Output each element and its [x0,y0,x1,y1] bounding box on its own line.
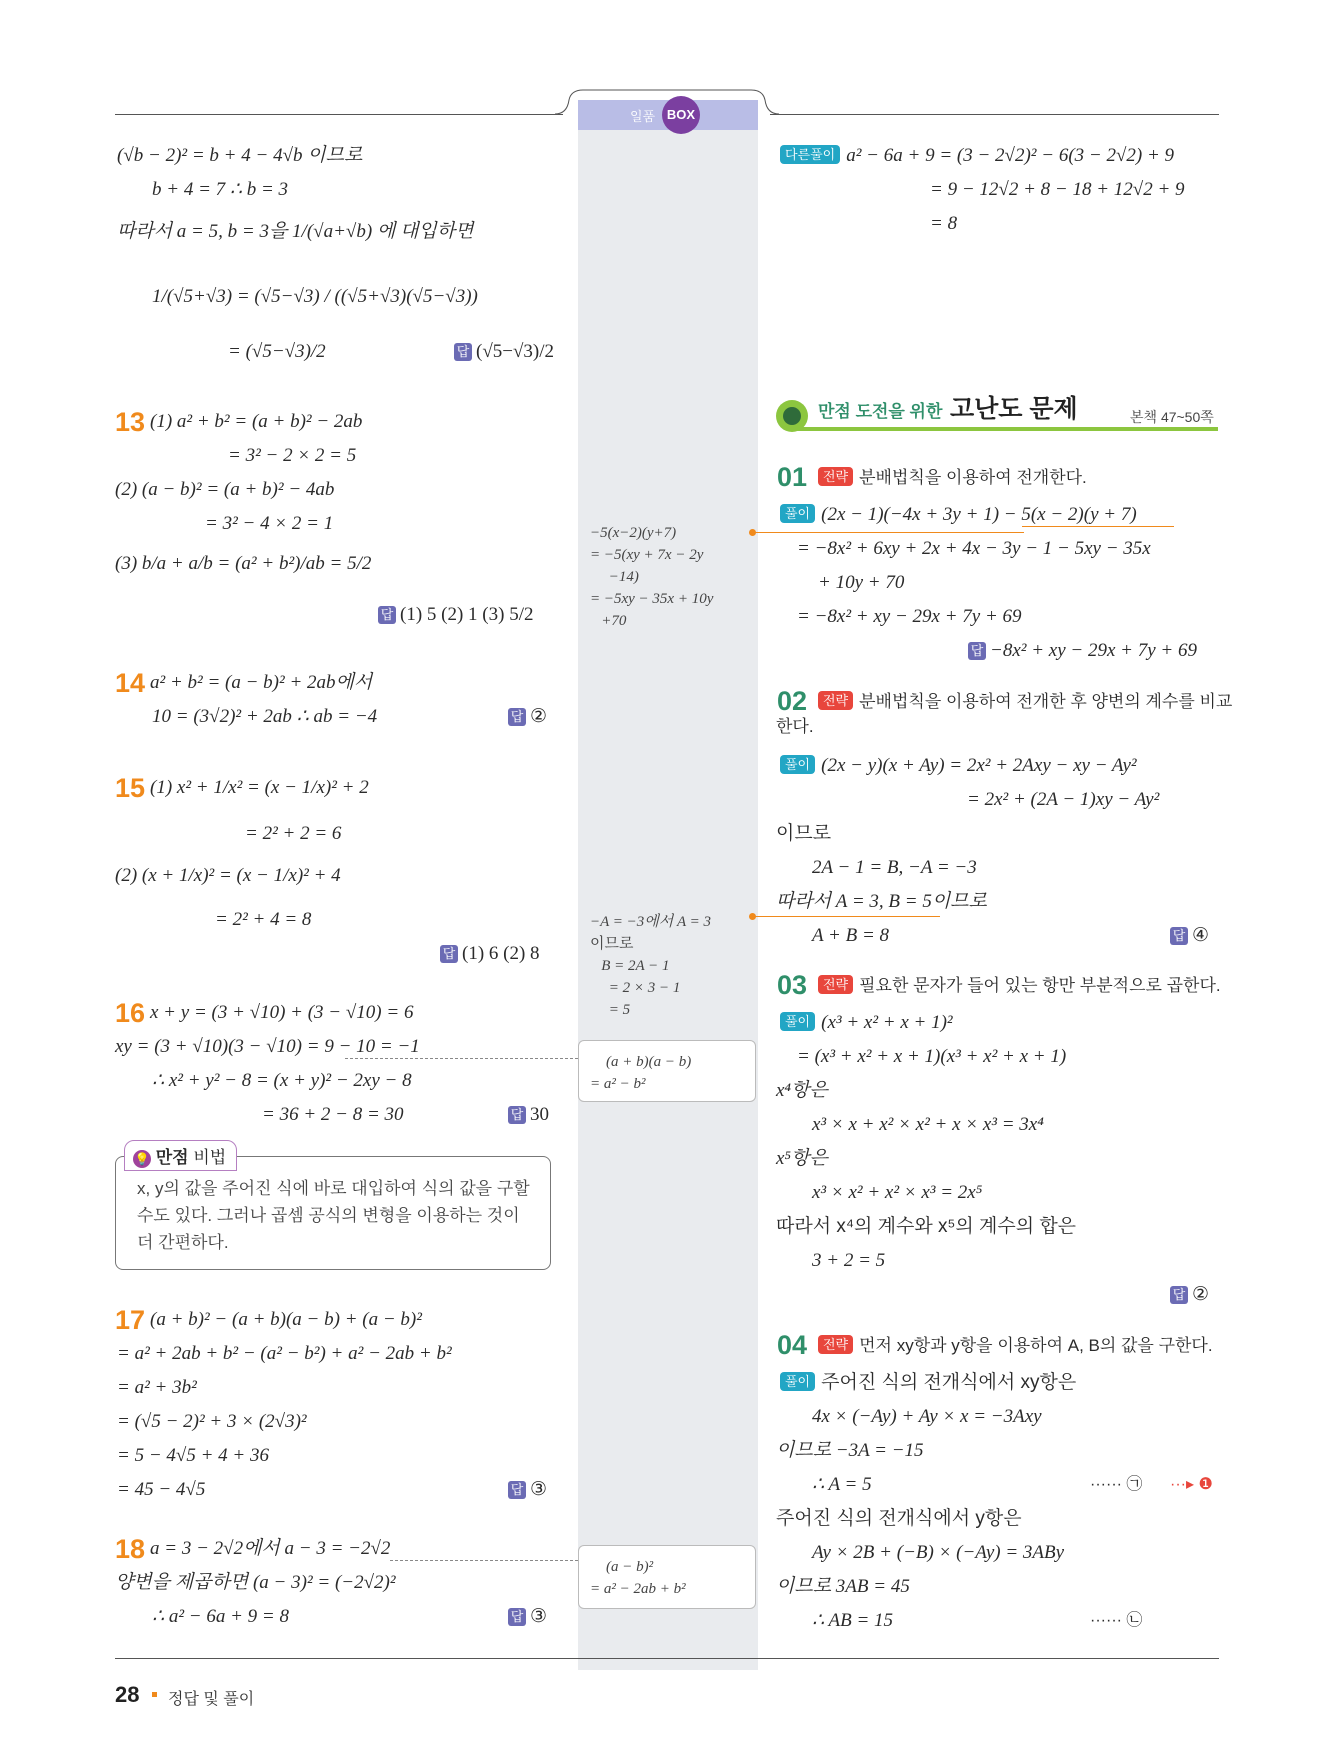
formula-box-2-line-2: = a² − 2ab + b² [590,1581,686,1597]
p17-answer-text: ③ [530,1479,548,1500]
middle-note-1-line-4: = −5xy − 35x + 10y [590,591,714,607]
p16-line-1: x + y = (3 + √10) + (3 − √10) = 6 [150,1002,414,1023]
problem-14-number: 14 [115,668,146,698]
section-title-big: 고난도 문제 [950,395,1078,423]
p16-answer-text: 30 [530,1104,549,1125]
q02-strategy-2: 한다. [776,717,814,736]
alt-line-3: = 8 [930,213,958,234]
p13-line-3: (2) (a − b)² = (a + b)² − 4ab [115,479,335,500]
q02-strategy-text-1: 분배법칙을 이용하여 전개한 후 양변의 계수를 비교 [859,692,1233,711]
connector-18 [390,1560,578,1561]
p15-answer [440,942,540,966]
p13-line-2: = 3² − 2 × 2 = 5 [228,445,357,466]
problem-17-number: 17 [115,1305,146,1335]
intro-line-1: (√b − 2)² = b + 4 − 4√b 이므로 [117,145,363,166]
page-number: 28 [115,1682,140,1707]
q01-line-4: = −8x² + xy − 29x + 7y + 69 [797,606,1022,627]
q03-solution-tag: 풀이 [780,1012,815,1031]
alt-line-1 [780,144,1174,168]
q01-strategy-text: 분배법칙을 이용하여 전개한다. [859,468,1087,487]
q03-strategy-tag: 전략 [818,975,853,994]
q04-mark-1: ······ ㉠ [1090,1476,1143,1493]
footer-rule [115,1658,1219,1659]
p15-line-3: (2) (x + 1/x)² = (x − 1/x)² + 4 [115,865,341,886]
q04-number: 04 [777,1330,808,1360]
tip-title [124,1140,237,1171]
p16-answer [508,1103,549,1127]
problem-18-number: 18 [115,1534,146,1564]
q04-strategy-text: 먼저 xy항과 y항을 이용하여 A, B의 값을 구한다. [859,1336,1213,1355]
box-badge [662,96,700,134]
p18-line-2: 양변을 제곱하면 (a − 3)² = (−2√2)² [115,1572,396,1593]
top-rule-left [115,114,563,115]
intro-answer [454,340,554,364]
section-header-circle-icon [776,400,808,432]
middle-note-1-line-1: −5(x−2)(y+7) [590,525,677,541]
middle-note-1-line-3: −14) [590,569,639,585]
tip-title-2: 비법 [193,1148,227,1167]
connector-16 [345,1058,578,1059]
q03-number: 03 [777,970,808,1000]
q03-line-3: x⁴항은 [776,1080,828,1101]
q02-line-1 [780,754,1137,778]
q04-line-5: 주어진 식의 전개식에서 y항은 [776,1508,1022,1529]
q01-strategy-tag: 전략 [818,467,853,486]
q03-strategy-text: 필요한 문자가 들어 있는 항만 부분적으로 곱한다. [859,976,1221,995]
q03-line-1 [780,1011,953,1035]
p13-line-5: (3) b/a + a/b = (a² + b²)/ab = 5/2 [115,553,372,574]
q01-pointer [752,532,1024,533]
middle-note-2-line-1: −A = −3에서 A = 3 [590,914,712,930]
p17-line-3: = a² + 3b² [117,1377,197,1398]
alt-tag: 다른풀이 [780,145,840,164]
q04-mark-2: ······ ㉡ [1090,1612,1143,1629]
intro-line-2: b + 4 = 7 ∴ b = 3 [152,179,289,200]
formula-box-2 [578,1545,756,1609]
q04-line-3: 이므로 −3A = −15 [776,1440,924,1461]
p15-answer-text: (1) 6 (2) 8 [462,943,540,964]
p13-line-4: = 3² − 4 × 2 = 1 [205,513,334,534]
q04-line-1 [780,1371,1076,1395]
q03-answer [1170,1283,1209,1307]
tip-text-2: 수도 있다. 그러나 곱셈 공식의 변형을 이용하는 것이 [137,1206,520,1225]
p13-line-1: (1) a² + b² = (a + b)² − 2ab [150,411,363,432]
p14-answer [508,705,547,729]
q04-line-4: ∴ A = 5 [812,1474,872,1495]
p18-line-3: ∴ a² − 6a + 9 = 8 [152,1606,289,1627]
q02-line-5: 따라서 A = 3, B = 5이므로 [776,891,987,912]
q04-line-7: 이므로 3AB = 45 [776,1576,910,1597]
q01-line-1-text: (2x − 1)(−4x + 3y + 1) − 5(x − 2)(y + 7) [821,504,1137,525]
tip-title-1: 만점 [155,1148,189,1167]
q03-line-5: x⁵항은 [776,1148,828,1169]
q01-line-1 [780,503,1137,527]
p14-line-2: 10 = (3√2)² + 2ab ∴ ab = −4 [152,706,378,727]
problem-16-number: 16 [115,998,146,1028]
alt-line-1-text: a² − 6a + 9 = (3 − 2√2)² − 6(3 − 2√2) + 9 [846,145,1175,166]
q04-mark-1b: ···▸ ❶ [1170,1476,1213,1493]
q02-line-2: = 2x² + (2A − 1)xy − Ay² [967,789,1160,810]
q02-strategy-tag: 전략 [818,691,853,710]
q02-line-3: 이므로 [776,823,832,844]
p16-line-2: xy = (3 + √10)(3 − √10) = 9 − 10 = −1 [115,1036,420,1057]
p17-line-4: = (√5 − 2)² + 3 × (2√3)² [117,1411,307,1432]
p15-line-2: = 2² + 2 = 6 [245,823,342,844]
answer-icon: 답 [508,1106,526,1124]
q04-line-8: ∴ AB = 15 [812,1610,894,1631]
p14-answer-text: ② [530,706,548,727]
p16-line-3: ∴ x² + y² − 8 = (x + y)² − 2xy − 8 [152,1070,412,1091]
answer-icon: 답 [1170,1286,1188,1304]
q01-strategy [818,466,1087,490]
q02-answer [1170,924,1209,948]
column-header-label: 일품 [630,109,656,124]
p18-answer-text: ③ [530,1606,548,1627]
p15-line-4: = 2² + 4 = 8 [215,909,312,930]
p17-answer [508,1478,547,1502]
q04-line-2: 4x × (−Ay) + Ay × x = −3Axy [812,1406,1042,1427]
p15-line-1: (1) x² + 1/x² = (x − 1/x)² + 2 [150,777,369,798]
q01-answer [968,639,1197,663]
bulb-icon: 💡 [134,1152,150,1166]
alt-line-2: = 9 − 12√2 + 8 − 18 + 12√2 + 9 [930,179,1185,200]
intro-line-4: 1/(√5+√3) = (√5−√3) / ((√5+√3)(√5−√3)) [152,286,478,307]
q04-line-6: Ay × 2B + (−B) × (−Ay) = 3ABy [812,1542,1065,1563]
middle-note-2-line-3: B = 2A − 1 [590,958,670,974]
q02-strategy-1 [818,690,1232,714]
middle-note-2-line-4: = 2 × 3 − 1 [590,980,681,996]
q01-answer-text: −8x² + xy − 29x + 7y + 69 [990,640,1197,661]
q03-line-4: x³ × x + x² × x² + x × x³ = 3x⁴ [812,1114,1044,1135]
problem-13-number: 13 [115,407,146,437]
q01-underline [1022,526,1174,527]
intro-answer-text: (√5−√3)/2 [476,341,555,362]
q02-answer-text: ④ [1192,925,1210,946]
answer-icon: 답 [968,642,986,660]
middle-column [578,100,758,1670]
middle-note-2-line-5: = 5 [590,1002,631,1018]
answer-icon: 답 [378,606,396,624]
q02-line-1-text: (2x − y)(x + Ay) = 2x² + 2Axy − xy − Ay² [821,755,1137,776]
q03-line-2: = (x³ + x² + x + 1)(x³ + x² + x + 1) [797,1046,1067,1067]
answer-icon: 답 [508,708,526,726]
q02-solution-tag: 풀이 [780,755,815,774]
q02-line-6: A + B = 8 [812,925,890,946]
p17-line-2: = a² + 2ab + b² − (a² − b²) + a² − 2ab + b² [117,1343,452,1364]
formula-box-1-line-2: = a² − b² [590,1076,646,1092]
middle-note-2-line-2: 이므로 [590,935,634,952]
p18-answer [508,1605,547,1629]
section-title-small: 만점 도전을 위한 [818,402,943,421]
top-rule-right [770,114,1219,115]
footer-square-icon [152,1692,157,1697]
q02-number: 02 [777,686,808,716]
answer-icon: 답 [508,1608,526,1626]
p14-line-1: a² + b² = (a − b)² + 2ab에서 [150,672,373,693]
q03-line-6: x³ × x² + x² × x³ = 2x⁵ [812,1182,983,1203]
problem-15-number: 15 [115,773,146,803]
footer-label: 정답 및 풀이 [168,1691,255,1708]
formula-box-1-line-1: (a + b)(a − b) [606,1054,692,1070]
box-badge-label: BOX [666,107,696,122]
q01-number: 01 [777,462,808,492]
section-ref: 본책 47~50쪽 [1130,409,1214,425]
tip-text-1: x, y의 값을 주어진 식에 바로 대입하여 식의 값을 구할 [137,1179,530,1198]
answer-icon: 답 [454,343,472,361]
q02-line-4: 2A − 1 = B, −A = −3 [812,857,977,878]
p17-line-5: = 5 − 4√5 + 4 + 36 [117,1445,269,1466]
q03-answer-text: ② [1192,1284,1210,1305]
q01-solution-tag: 풀이 [780,504,815,523]
p16-line-4: = 36 + 2 − 8 = 30 [262,1104,404,1125]
formula-box-2-line-1: (a − b)² [606,1559,654,1575]
q03-strategy [818,974,1221,998]
q01-line-3: + 10y + 70 [818,572,905,593]
p18-line-1: a = 3 − 2√2에서 a − 3 = −2√2 [150,1538,391,1559]
q02-pointer-dot [749,913,756,920]
q03-line-7: 따라서 x⁴의 계수와 x⁵의 계수의 합은 [776,1216,1077,1237]
answer-icon: 답 [508,1481,526,1499]
q02-pointer [752,916,940,917]
p17-line-6: = 45 − 4√5 [117,1479,206,1500]
p17-line-1: (a + b)² − (a + b)(a − b) + (a − b)² [150,1309,422,1330]
q03-line-1-text: (x³ + x² + x + 1)² [821,1012,953,1033]
q01-line-2: = −8x² + 6xy + 2x + 4x − 3y − 1 − 5xy − 35x [797,538,1151,559]
answer-icon: 답 [440,945,458,963]
q03-line-8: 3 + 2 = 5 [812,1250,886,1271]
intro-line-5: = (√5−√3)/2 [228,341,326,362]
q04-line-1-text: 주어진 식의 전개식에서 xy항은 [821,1372,1077,1393]
answer-icon: 답 [1170,927,1188,945]
q04-strategy-tag: 전략 [818,1335,853,1354]
tip-text-3: 더 간편하다. [137,1233,229,1252]
intro-line-3: 따라서 a = 5, b = 3을 1/(√a+√b) 에 대입하면 [117,221,474,242]
p13-answer-text: (1) 5 (2) 1 (3) 5/2 [400,604,534,625]
p13-answer [378,603,534,627]
middle-note-1-line-2: = −5(xy + 7x − 2y [590,547,704,563]
q04-solution-tag: 풀이 [780,1372,815,1391]
middle-note-1-line-5: +70 [590,613,627,629]
q04-strategy [818,1334,1213,1358]
q01-pointer-dot [749,529,756,536]
